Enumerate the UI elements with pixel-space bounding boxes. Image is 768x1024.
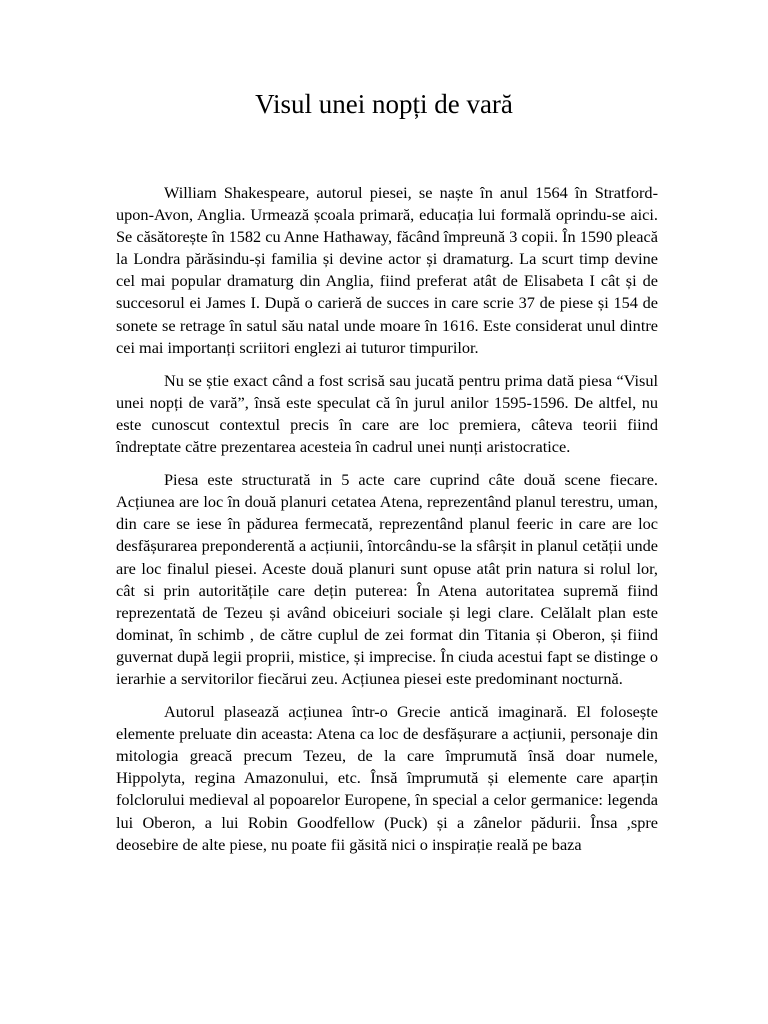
document-body	[116, 182, 658, 856]
paragraph-structure: Piesa este structurată in 5 acte care cuprind câte două scene fiecare. Acțiunea are loc în două planuri cetatea Atena, reprezentând planul terestru, uman, din care se iese în pădurea fermecată, reprezentând planul feeric in care are loc desfășurarea preponderentă a acțiunii, întorcându-se la sfârșit in planul cetății unde are loc finalul piesei. Aceste două planuri sunt opuse atât prin natura si rolul lor, cât si prin autoritățile care dețin puterea: În Atena autoritatea supremă fiind reprezentată de Tezeu și având obiceiuri sociale și legi clare. Celălalt plan este dominat, în schimb , de către cuplul de zei format din Titania și Oberon, și fiind guvernat după legii proprii, mistice, și imprecise. În ciuda acestui fapt se distinge o ierarhie a servitorilor fiecărui zeu. Acțiunea piesei este predominant nocturnă.	[116, 470, 658, 688]
paragraph-date-of-writing: Nu se știe exact când a fost scrisă sau jucată pentru prima dată piesa “Visul unei nopți de vară”, însă este speculat că în jurul anilor 1595-1596. De altfel, nu este cunoscut contextul precis în care are loc premiera, câteva teorii fiind îndreptate către prezentarea acesteia în cadrul unei nunți aristocratice.	[116, 370, 658, 457]
paragraph-biography: William Shakespeare, autorul piesei, se naște în anul 1564 în Stratford-upon-Avon, Anglia. Urmează școala primară, educația lui formală oprindu-se aici. Se căsătorește în 1582 cu Anne Hathaway, făcând împreună 3 copii. În 1590 pleacă la Londra părăsindu-și familia și devine actor și dramaturg. La scurt timp devine cel mai popular dramaturg din Anglia, fiind preferat atât de Elisabeta I cât și de succesorul ei James I. După o carieră de succes in care scrie 37 de piese și 154 de sonete se retrage în satul său natal unde moare în 1616. Este considerat unul dintre cei mai importanți scriitori englezi ai tuturor timpurilor.	[116, 183, 658, 357]
paragraph-setting: Autorul plasează acțiunea într-o Grecie antică imaginară. El folosește elemente preluate din aceasta: Atena ca loc de desfășurare a acțiunii, personaje din mitologia greacă precum Tezeu, de la care împrumută însă doar numele, Hippolyta, regina Amazonului, etc. Însă împrumută și elemente care aparțin folclorului medieval al popoarelor Europene, în special a celor germanice: legenda lui Oberon, a lui Robin Goodfellow (Puck) și a zânelor pădurii. Însa ,spre deosebire de alte piese, nu poate fii găsită nici o inspirație reală pe baza	[116, 702, 658, 854]
page-title: Visul unei nopți de vară	[255, 89, 513, 119]
